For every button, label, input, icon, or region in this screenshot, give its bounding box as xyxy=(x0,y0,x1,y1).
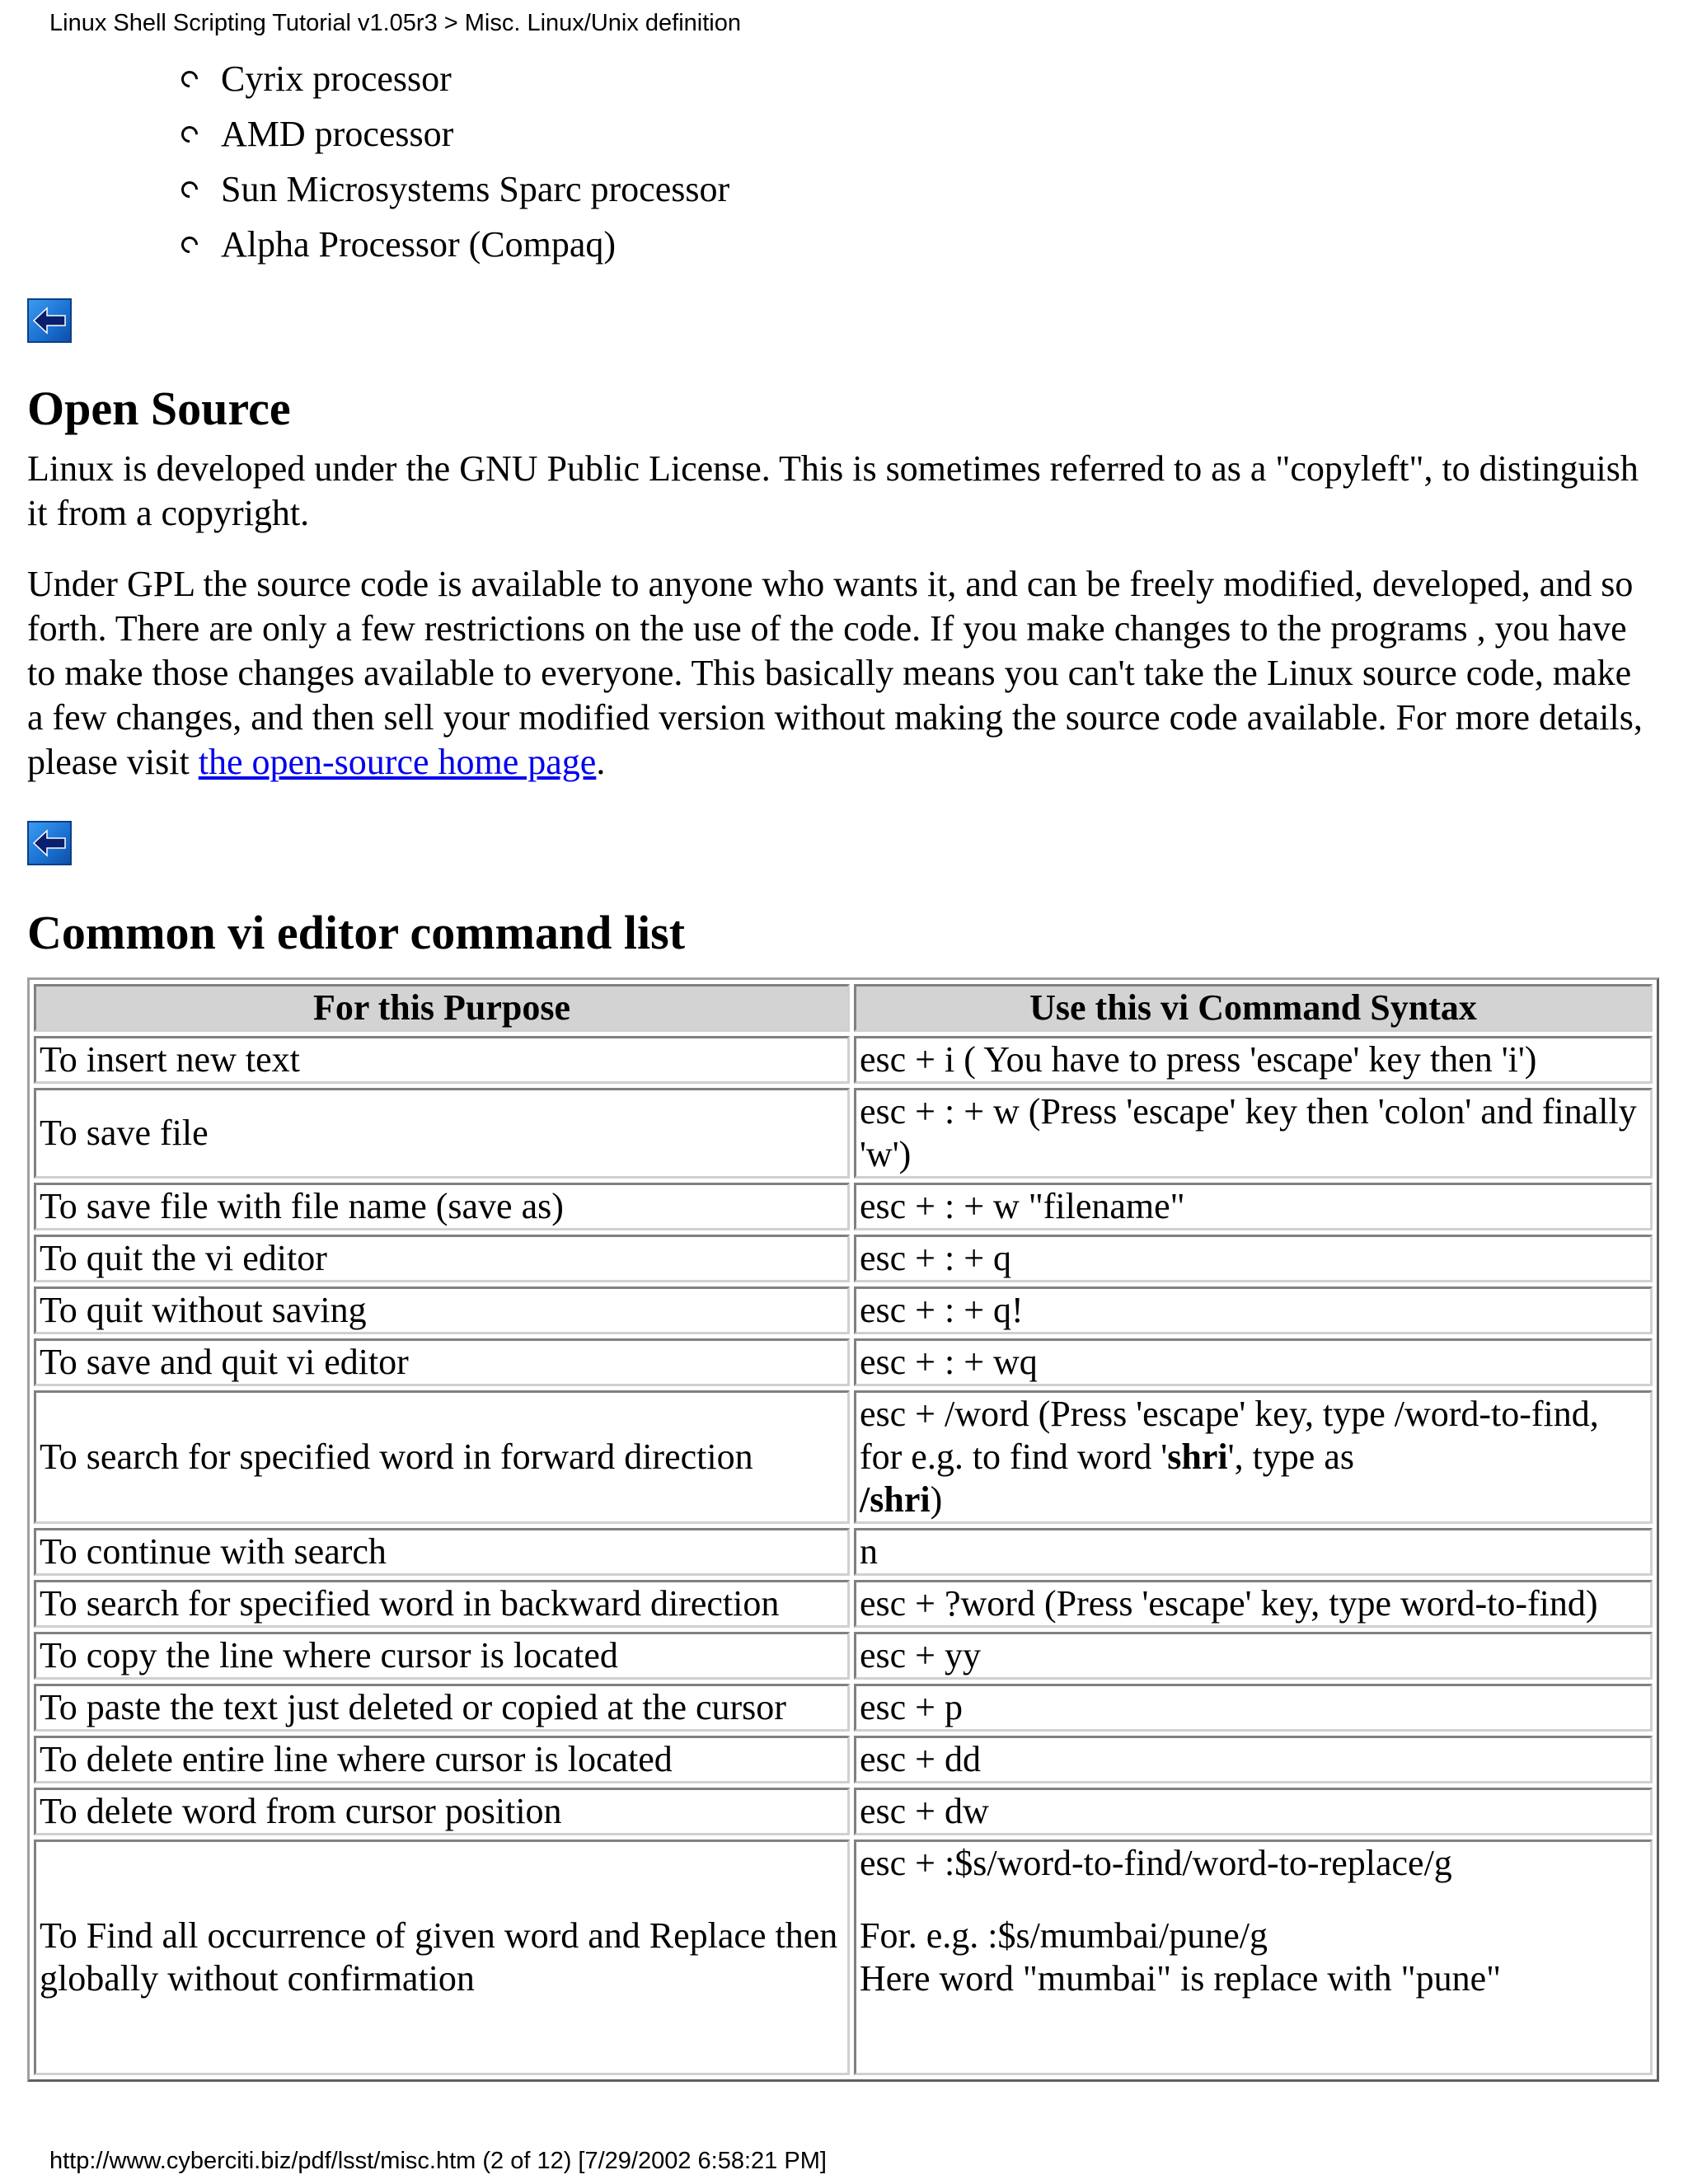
back-arrow-icon[interactable] xyxy=(27,298,72,343)
syntax-cell: esc + : + wq xyxy=(854,1338,1653,1386)
syntax-cell: esc + : + q xyxy=(854,1235,1653,1282)
purpose-cell: To save file xyxy=(34,1088,850,1179)
table-row xyxy=(34,1390,1653,1524)
table-row xyxy=(34,1338,1653,1386)
list-item: Sun Microsystems Sparc processor xyxy=(181,162,729,217)
purpose-cell: To insert new text xyxy=(34,1036,850,1084)
circle-bullet-icon xyxy=(178,122,201,145)
open-source-paragraph-1: Linux is developed under the GNU Public License. This is sometimes referred to as a "copyleft", to distinguish it from a copyright. xyxy=(27,448,1639,533)
syntax-cell: esc + : + w "filename" xyxy=(854,1183,1653,1230)
purpose-cell: To search for specified word in backward direction xyxy=(34,1580,850,1628)
vi-command-table xyxy=(27,977,1659,2082)
list-item: Alpha Processor (Compaq) xyxy=(181,217,729,272)
circle-bullet-icon xyxy=(178,177,201,200)
list-item: Cyrix processor xyxy=(181,51,729,106)
table-row xyxy=(34,1036,1653,1084)
purpose-cell: To delete word from cursor position xyxy=(34,1788,850,1835)
purpose-cell: To save and quit vi editor xyxy=(34,1338,850,1386)
syntax-cell: esc + : + w (Press 'escape' key then 'colon' and finally 'w') xyxy=(854,1088,1653,1179)
syntax-cell: esc + dd xyxy=(854,1736,1653,1783)
purpose-cell: To paste the text just deleted or copied at the cursor xyxy=(34,1684,850,1732)
purpose-cell: To continue with search xyxy=(34,1528,850,1576)
column-header-syntax: Use this vi Command Syntax xyxy=(854,984,1653,1032)
purpose-cell: To quit without saving xyxy=(34,1286,850,1334)
syntax-cell: esc + ?word (Press 'escape' key, type word-to-find) xyxy=(854,1580,1653,1628)
open-source-heading: Open Source xyxy=(27,382,291,435)
purpose-cell: To Find all occurrence of given word and Replace then globally without confirmation xyxy=(34,1840,850,2075)
table-row xyxy=(34,1183,1653,1230)
purpose-cell: To save file with file name (save as) xyxy=(34,1183,850,1230)
purpose-cell: To copy the line where cursor is located xyxy=(34,1632,850,1680)
table-row xyxy=(34,1632,1653,1680)
list-item: AMD processor xyxy=(181,106,729,162)
print-header: Linux Shell Scripting Tutorial v1.05r3 > Misc. Linux/Unix definition xyxy=(49,10,742,36)
purpose-cell: To quit the vi editor xyxy=(34,1235,850,1282)
table-row xyxy=(34,1736,1653,1783)
syntax-cell: esc + yy xyxy=(854,1632,1653,1680)
table-row xyxy=(34,1235,1653,1282)
table-row xyxy=(34,1528,1653,1576)
syntax-cell: n xyxy=(854,1528,1653,1576)
vi-commands-heading: Common vi editor command list xyxy=(27,906,686,959)
syntax-cell: esc + i ( You have to press 'escape' key then 'i') xyxy=(854,1036,1653,1084)
purpose-cell: To search for specified word in forward direction xyxy=(34,1390,850,1524)
table-row xyxy=(34,1286,1653,1334)
table-header-row xyxy=(34,984,1653,1032)
processor-list xyxy=(181,51,729,272)
syntax-cell: esc + dw xyxy=(854,1788,1653,1835)
open-source-paragraph-2: Under GPL the source code is available to anyone who wants it, and can be freely modified, developed, and so forth. There are only a few restrictions on the use of the code. If you make changes to the programs , you have to make those changes available to everyone. This basically means you can't take the Linux source code, make a few changes, and then sell your modified version without making the source code available. For more details, please visit the open-source home page. xyxy=(27,564,1643,782)
table-row xyxy=(34,1684,1653,1732)
circle-bullet-icon xyxy=(178,67,201,90)
table-row xyxy=(34,1840,1653,2075)
print-footer: http://www.cyberciti.biz/pdf/lsst/misc.htm (2 of 12) [7/29/2002 6:58:21 PM] xyxy=(49,2148,827,2174)
syntax-cell: esc + : + q! xyxy=(854,1286,1653,1334)
column-header-purpose: For this Purpose xyxy=(34,984,850,1032)
table-row xyxy=(34,1580,1653,1628)
syntax-cell: esc + :$s/word-to-find/word-to-replace/g For. e.g. :$s/mumbai/pune/g Here word "mumbai" is replace with "pune" xyxy=(854,1840,1653,2075)
back-arrow-icon[interactable] xyxy=(27,821,72,865)
syntax-cell: esc + p xyxy=(854,1684,1653,1732)
open-source-home-link[interactable]: the open-source home page xyxy=(198,742,597,782)
circle-bullet-icon xyxy=(178,232,201,255)
syntax-cell: esc + /word (Press 'escape' key, type /word-to-find, for e.g. to find word 'shri', type as /shri) xyxy=(854,1390,1653,1524)
purpose-cell: To delete entire line where cursor is located xyxy=(34,1736,850,1783)
table-row xyxy=(34,1788,1653,1835)
table-row xyxy=(34,1088,1653,1179)
